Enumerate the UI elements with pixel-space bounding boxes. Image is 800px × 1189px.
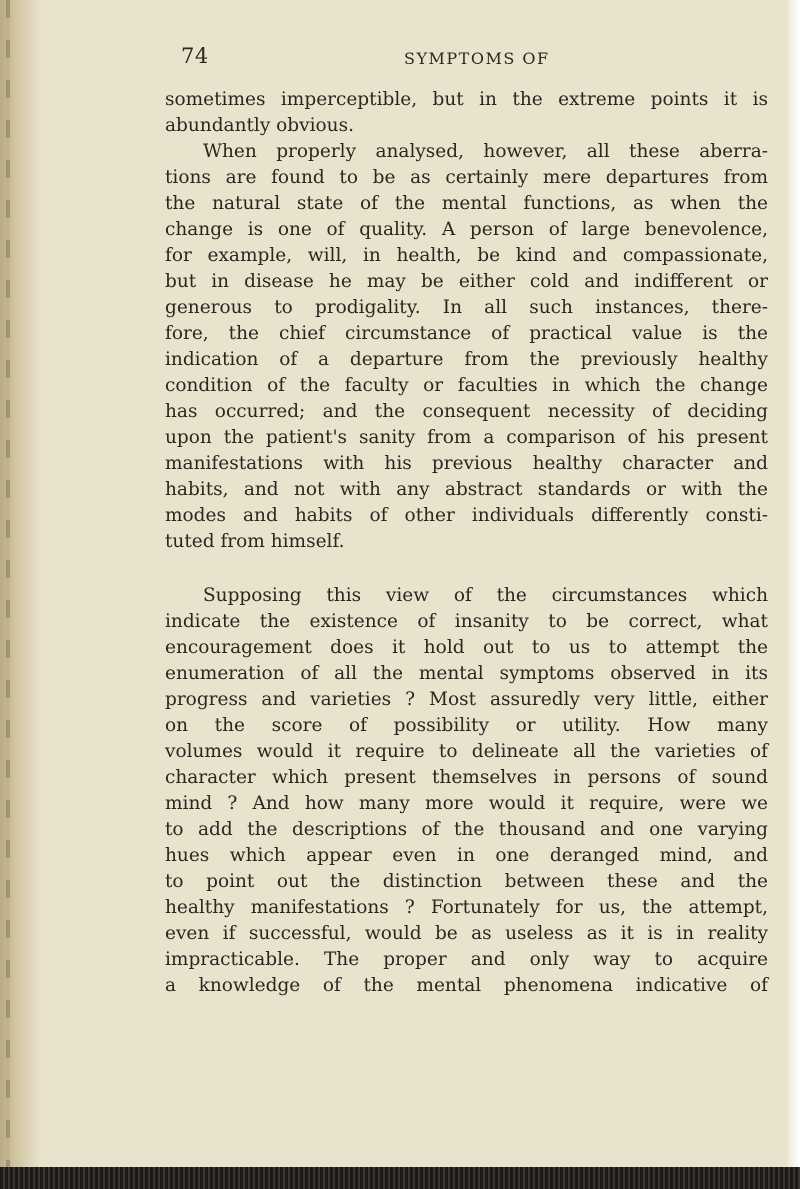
text-line: sometimes imperceptible, but in the extreme points it is (165, 89, 768, 110)
text-line: but in disease he may be either cold and indifferent or (165, 271, 768, 292)
text-line: modes and habits of other individuals differently consti- (165, 505, 768, 526)
text-line: generous to prodigality. In all such instances, there- (165, 297, 768, 318)
page-number: 74 (181, 44, 209, 68)
text-line: a knowledge of the mental phenomena indicative of (165, 975, 768, 996)
text-line: healthy manifestations ? Fortunately for us, the attempt, (165, 897, 768, 918)
text-line: mind ? And how many more would it require, were we (165, 793, 768, 814)
text-line: indicate the existence of insanity to be correct, what (165, 611, 768, 632)
text-line: the natural state of the mental functions, as when the (165, 193, 768, 214)
text-line: to add the descriptions of the thousand and one varying (165, 819, 768, 840)
text-line: impracticable. The proper and only way to acquire (165, 949, 768, 970)
text-line: progress and varieties ? Most assuredly very little, either (165, 689, 768, 710)
text-line: has occurred; and the consequent necessity of deciding (165, 401, 768, 422)
text-line: to point out the distinction between these and the (165, 871, 768, 892)
text-line: habits, and not with any abstract standards or with the (165, 479, 768, 500)
text-line: upon the patient's sanity from a comparison of his present (165, 427, 768, 448)
text-line: indication of a departure from the previously healthy (165, 349, 768, 370)
text-line: fore, the chief circumstance of practical value is the (165, 323, 768, 344)
text-line: on the score of possibility or utility. How many (165, 715, 768, 736)
text-line: condition of the faculty or faculties in which the change (165, 375, 768, 396)
text-line: tions are found to be as certainly mere departures from (165, 167, 768, 188)
text-line: for example, will, in health, be kind and compassionate, (165, 245, 768, 266)
text-line: abundantly obvious. (165, 115, 354, 136)
book-bottom-edge (0, 1167, 800, 1189)
text-line: change is one of quality. A person of large benevolence, (165, 219, 768, 240)
text-line: Supposing this view of the circumstances which (203, 585, 768, 606)
text-line: manifestations with his previous healthy character and (165, 453, 768, 474)
running-head: SYMPTOMS OF (404, 49, 550, 68)
text-line: encouragement does it hold out to us to attempt the (165, 637, 768, 658)
text-line: volumes would it require to delineate all the varieties of (165, 741, 768, 762)
text-line: enumeration of all the mental symptoms observed in its (165, 663, 768, 684)
text-line: tuted from himself. (165, 531, 345, 552)
text-line: even if successful, would be as useless as it is in reality (165, 923, 768, 944)
text-line: character which present themselves in persons of sound (165, 767, 768, 788)
text-line: When properly analysed, however, all these aberra- (203, 141, 768, 162)
text-line: hues which appear even in one deranged mind, and (165, 845, 768, 866)
